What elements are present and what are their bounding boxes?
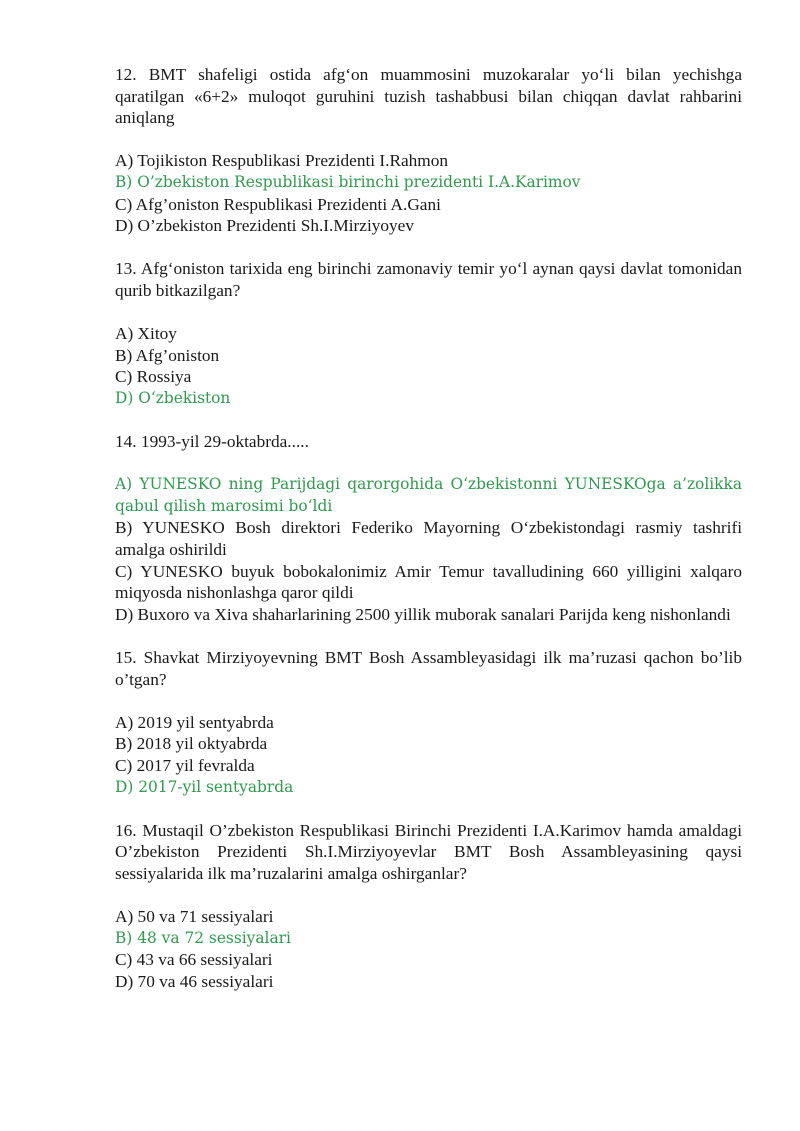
question-text: 15. Shavkat Mirziyoyevning BMT Bosh Assambleyasidagi ilk ma’ruzasi qachon bo’lib o’tgan? <box>115 648 742 689</box>
option-b-correct: B) O’zbekiston Respublikasi birinchi prezidenti I.A.Karimov <box>115 172 581 191</box>
option-b: B) YUNESKO Bosh direktori Federiko Mayorning O‘zbekistondagi rasmiy tashrifi amalga oshirildi <box>115 518 742 560</box>
option-c: C) YUNESKO buyuk bobokalonimiz Amir Temur tavalludining 660 yilligini xalqaro miqyosda nishonlashga qaror qildi <box>115 561 742 603</box>
option-a: A) 2019 yil sentyabrda <box>115 712 274 732</box>
option-c: C) Afg’oniston Respublikasi Prezidenti A.Gani <box>115 194 441 214</box>
option-d: D) O’zbekiston Prezidenti Sh.I.Mirziyoyev <box>115 216 414 236</box>
question-text: 12. BMT shafeligi ostida afg‘on muammosini muzokaralar yo‘li bilan yechishga qaratilgan «6+2» muloqot guruhini tuzish tashabbusi bilan chiqqan davlat rahbarini aniqlang <box>115 65 742 128</box>
option-a-correct: A) YUNESKO ning Parijdagi qarorgohida O‘zbekistonni YUNESKOga a’zolikka qabul qilish marosimi bo‘ldi <box>115 475 742 515</box>
question-15 <box>115 647 742 798</box>
question-text: 14. 1993-yil 29-oktabrda..... <box>115 432 309 452</box>
question-14 <box>115 431 742 625</box>
option-d-correct: D) O‘zbekiston <box>115 388 231 407</box>
option-d: D) Buxoro va Xiva shaharlarining 2500 yillik muborak sanalari Parijda keng nishonlandi <box>115 604 731 624</box>
option-b: B) Afg’oniston <box>115 345 220 365</box>
option-b-correct: B) 48 va 72 sessiyalari <box>115 928 291 947</box>
option-d-correct: D) 2017-yil sentyabrda <box>115 777 294 796</box>
question-text: 16. Mustaqil O’zbekiston Respublikasi Birinchi Prezidenti I.A.Karimov hamda amaldagi O’zbekiston Prezidenti Sh.I.Mirziyoyevlar BMT Bosh Assambleyasining qaysi sessiyalarida ilk ma’ruzalarini amalga oshirganlar? <box>115 820 742 883</box>
option-a: A) Xitoy <box>115 324 177 344</box>
question-16 <box>115 820 742 993</box>
option-c: C) Rossiya <box>115 367 192 387</box>
option-c: C) 2017 yil fevralda <box>115 756 255 775</box>
document-page <box>115 64 742 1014</box>
question-text: 13. Afg‘oniston tarixida eng birinchi zamonaviy temir yo‘l aynan qaysi davlat tomonidan qurib bitkazilgan? <box>115 259 742 300</box>
option-c: C) 43 va 66 sessiyalari <box>115 950 273 970</box>
option-b: B) 2018 yil oktyabrda <box>115 734 268 754</box>
option-d: D) 70 va 46 sessiyalari <box>115 971 274 991</box>
option-a: A) Tojikiston Respublikasi Prezidenti I.Rahmon <box>115 151 449 171</box>
question-12 <box>115 64 742 237</box>
option-a: A) 50 va 71 sessiyalari <box>115 907 274 927</box>
question-13 <box>115 258 742 409</box>
